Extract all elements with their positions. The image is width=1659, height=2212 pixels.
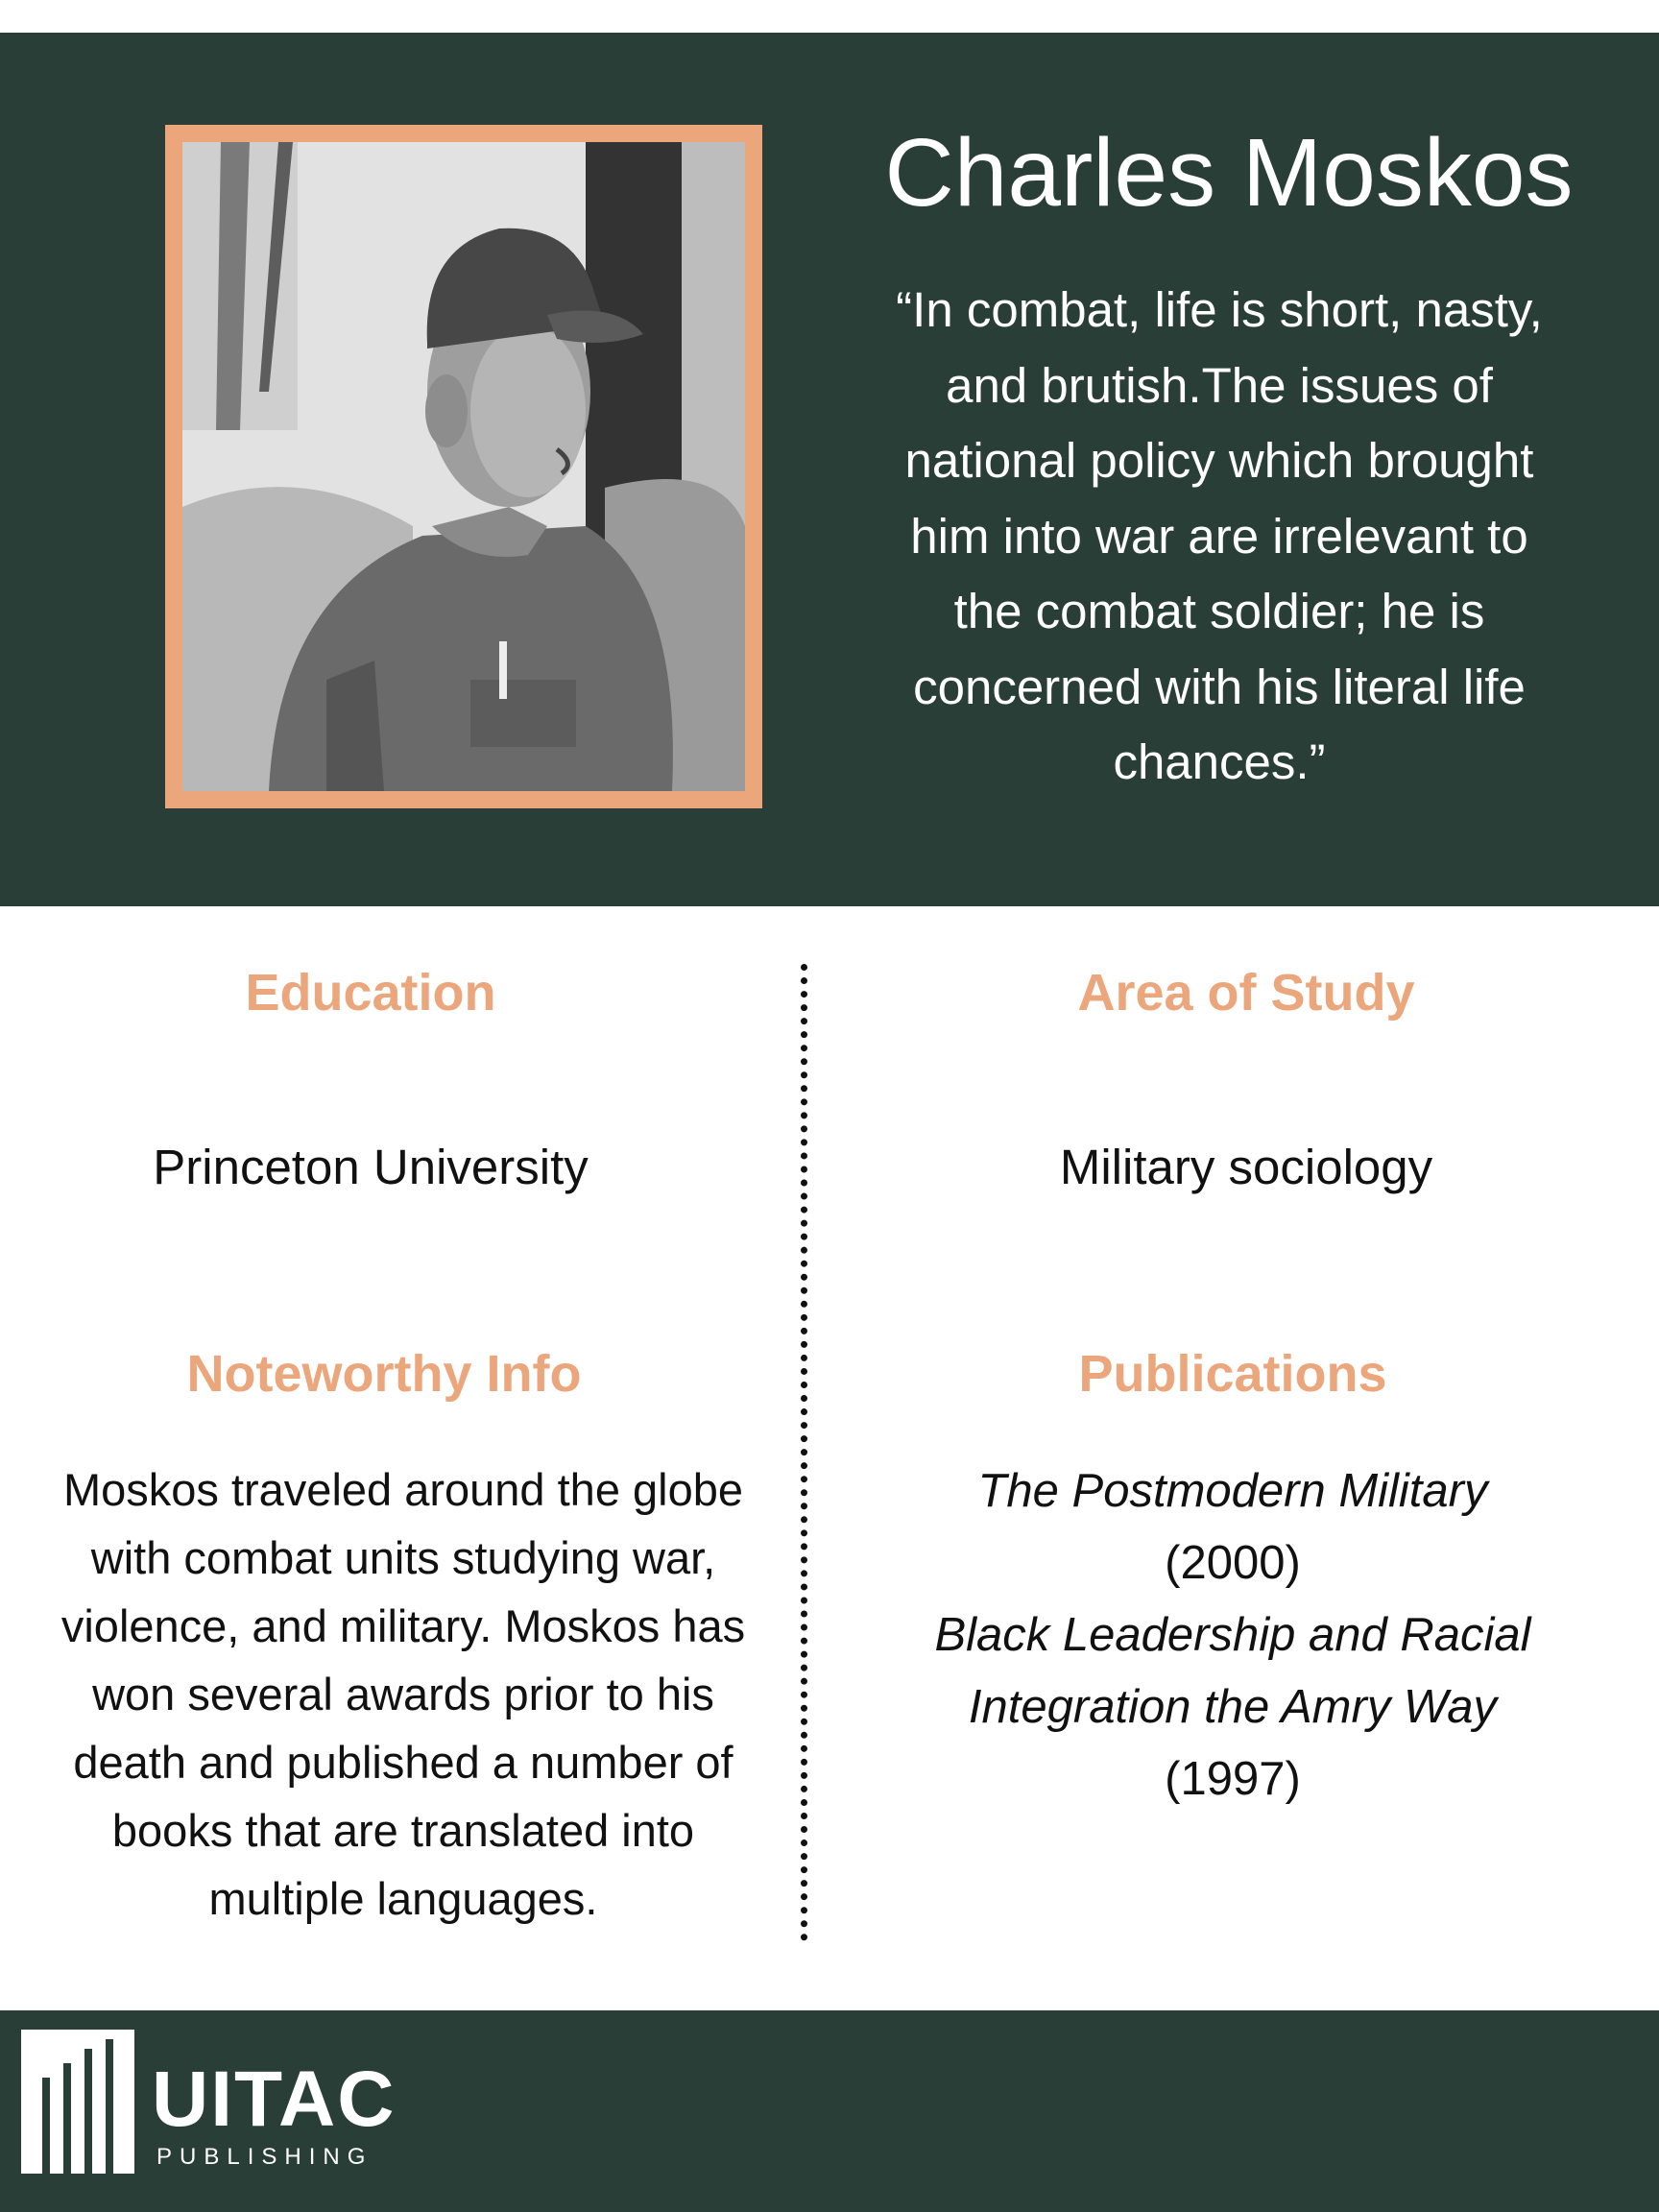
noteworthy-line: won several awards prior to his [92,1669,714,1719]
publication-year: (2000) [1165,1537,1301,1589]
column-divider [801,964,807,1941]
person-name: Charles Moskos [884,119,1574,227]
publication-title: Integration the Amry Way [968,1681,1498,1733]
quote-line: and brutish.The issues of [946,357,1493,413]
noteworthy-line: books that are translated into [111,1805,695,1856]
brand-subtitle: PUBLISHING [156,2144,373,2170]
book-stack-logo-icon [21,2030,134,2174]
area-of-study-heading: Area of Study [1077,964,1415,1022]
brand-name: UITAC [152,2056,397,2143]
noteworthy-line: death and published a number of [73,1737,733,1788]
education-value: Princeton University [153,1140,589,1194]
soldier-portrait-illustration [182,142,745,791]
area-of-study-value: Military sociology [1059,1140,1433,1194]
noteworthy-line: violence, and military. Moskos has [60,1600,746,1651]
quote-line: national policy which brought [904,433,1534,488]
portrait-frame [165,125,762,808]
quote-line: the combat soldier; he is [953,584,1485,638]
profile-header [0,33,1659,906]
publication-year: (1997) [1165,1753,1301,1805]
quote-line: “In combat, life is short, nasty, [896,282,1543,337]
footer [0,2010,1659,2212]
publications-heading: Publications [1078,1345,1387,1403]
noteworthy-line: Moskos traveled around the globe [62,1464,744,1515]
quote-line: him into war are irrelevant to [910,508,1528,564]
portrait-photo [182,142,745,791]
publication-title: The Postmodern Military [977,1465,1488,1517]
quote-line: concerned with his literal life [913,659,1526,714]
quote [835,273,1603,801]
education-heading: Education [245,964,496,1022]
publications-list [849,1455,1617,1815]
noteworthy-line: multiple languages. [208,1873,598,1924]
quote-line: chances.” [1113,734,1326,789]
publication-title: Black Leadership and Racial [934,1609,1531,1661]
top-margin [0,0,1659,33]
noteworthy-heading: Noteworthy Info [186,1345,582,1403]
noteworthy-text [10,1455,797,1933]
noteworthy-line: with combat units studying war, [90,1532,716,1583]
